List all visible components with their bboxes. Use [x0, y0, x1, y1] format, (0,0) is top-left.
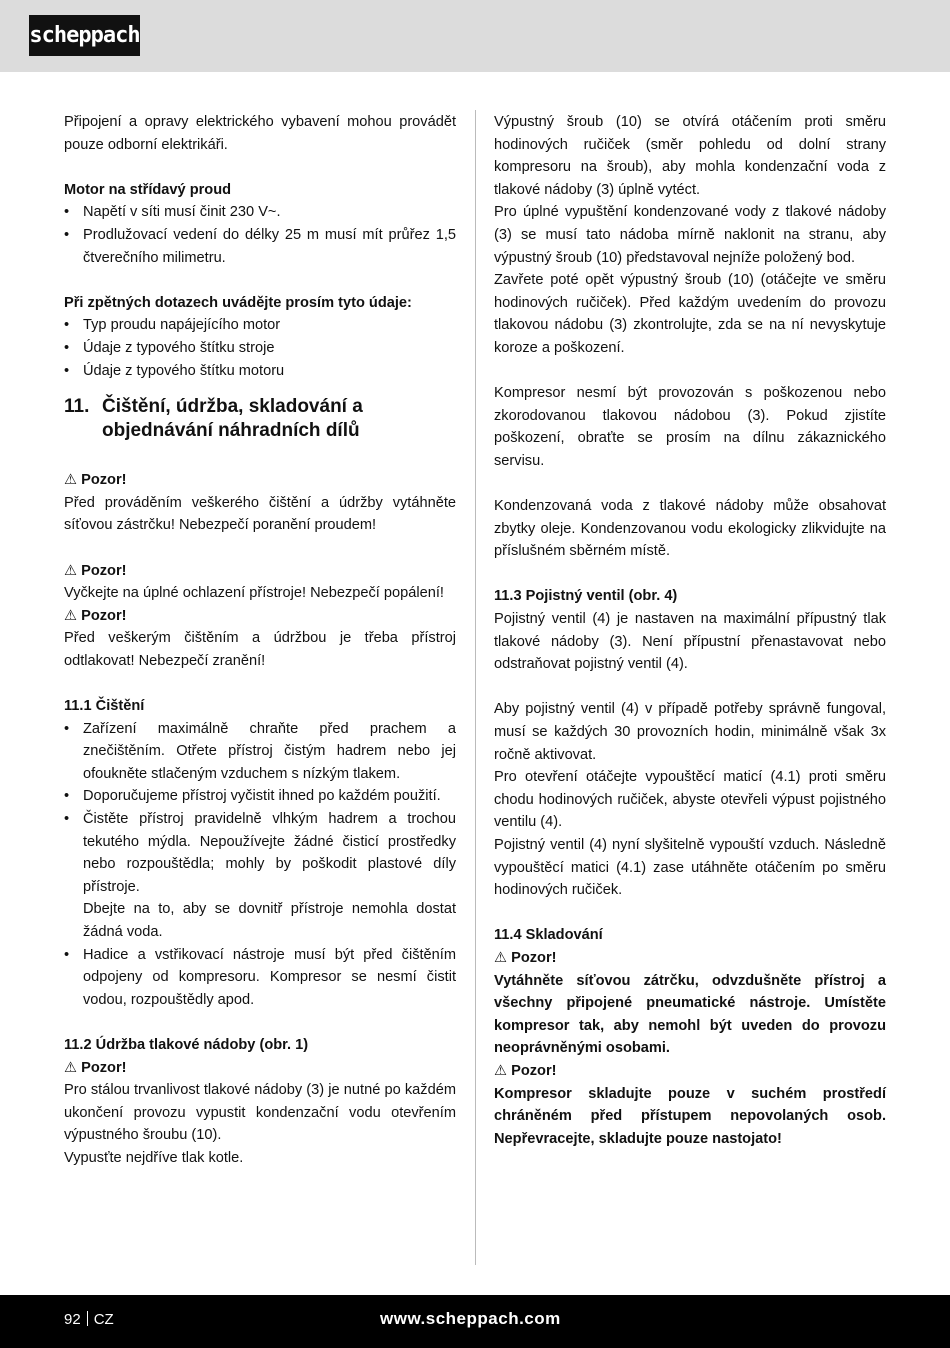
cleaning-list-cont	[64, 944, 456, 1012]
storage-warning-1-heading	[494, 947, 886, 970]
valve-paragraph-4: Pojistný ventil (4) nyní slyšitelně vypouští vzduch. Následně vypouštěcí matici (4.1) zase utáhněte otáčením po směru hodinových ručiček.	[494, 837, 886, 899]
warning-label: Pozor!	[511, 949, 557, 966]
drain-paragraph-3: Zavřete poté opět výpustný šroub (10) (otáčejte ve směru hodinových ručiček). Před každým uvedením do provozu tlakovou nádobu (3) zkontrolujte, zda se na ní nevyskytuje koroze a poškození.	[494, 272, 886, 356]
scheppach-logo: scheppach	[29, 15, 140, 56]
warning-triangle-icon: ⚠	[494, 949, 508, 966]
cleaning-note: Dbejte na to, aby se dovnitř přístroje nemohla dostat žádná voda.	[83, 901, 456, 940]
section-heading	[64, 395, 456, 443]
motor-heading: Motor na střídavý proud	[64, 181, 232, 198]
warning-label: Pozor!	[81, 562, 127, 579]
warning-triangle-icon: ⚠	[64, 562, 78, 579]
right-column	[494, 111, 886, 1150]
footer-separator	[87, 1311, 88, 1326]
list-item: • Čistěte přístroj pravidelně vlhkým hadrem a trochou tekutého mýdla. Nepoužívejte žádné čisticí prostředky nebo rozpouštědla; mohly by poškodit plastové díly přístroje.	[64, 808, 456, 898]
list-item: • Napětí v síti musí činit 230 V~.	[64, 201, 456, 224]
list-item: • Údaje z typového štítku stroje	[64, 337, 456, 360]
list-item: • Doporučujeme přístroj vyčistit ihned po každém použití.	[64, 785, 456, 808]
queries-list	[64, 314, 456, 382]
drain-paragraph-1: Výpustný šroub (10) se otvírá otáčením proti směru hodinových ručiček (směr pohledu od dolní strany kompresoru na šroub), aby mohla kondenzační voda z tlakové nádoby (3) úplně vytéct.	[494, 114, 886, 198]
warning-1-text: Před prováděním veškerého čištění a údržby vytáhněte síťovou zástrčku! Nebezpečí poranění proudem!	[64, 494, 456, 534]
warning-1-heading	[64, 469, 456, 492]
warning-3-heading	[64, 605, 456, 628]
warning-2-heading	[64, 560, 456, 583]
warning-label: Pozor!	[511, 1062, 557, 1079]
tank-heading: 11.2 Údržba tlakové nádoby (obr. 1)	[64, 1036, 309, 1053]
warning-2-text: Vyčkejte na úplné ochlazení přístroje! Nebezpečí popálení!	[64, 585, 444, 602]
website-link[interactable]: www.scheppach.com	[380, 1309, 561, 1328]
section-number: 11.	[64, 396, 90, 418]
warning-triangle-icon: ⚠	[64, 472, 78, 489]
cleaning-list	[64, 718, 456, 899]
warning-label: Pozor!	[81, 472, 127, 489]
page-number: 92	[64, 1311, 81, 1328]
valve-paragraph-3: Pro otevření otáčejte vypouštěcí maticí (4.1) proti směru chodu hodinových ručiček, abyste otevřeli výpust pojistného ventilu (4).	[494, 769, 886, 831]
intro-paragraph: Připojení a opravy elektrického vybavení mohou provádět pouze odborní elektrikáři.	[64, 114, 456, 153]
warning-triangle-icon: ⚠	[64, 607, 78, 624]
cleaning-heading: 11.1 Čištění	[64, 698, 145, 715]
storage-heading: 11.4 Skladování	[494, 927, 603, 944]
left-column	[64, 111, 456, 1170]
storage-warning-2-heading	[494, 1060, 886, 1083]
storage-warning-1-text: Vytáhněte síťovou zátrčku, odvzdušněte přístroj a všechny připojené pneumatické nástroje. Umístěte kompresor tak, aby nemohl být uveden do provozu neoprávněnými osobami.	[494, 972, 886, 1057]
condensate-paragraph: Kondenzovaná voda z tlakové nádoby může obsahovat zbytky oleje. Kondenzovanou vodu ekologicky zlikvidujte na příslušném sběrném místě.	[494, 498, 886, 560]
tank-warning-heading	[64, 1057, 456, 1080]
valve-heading: 11.3 Pojistný ventil (obr. 4)	[494, 588, 678, 605]
storage-warning-2-text: Kompresor skladujte pouze v suchém prostředí chráněném před přístupem nepovolaných osob. Nepřevracejte, skladujte pouze nastojato!	[494, 1085, 886, 1147]
list-item: • Typ proudu napájejícího motor	[64, 314, 456, 337]
warning-label: Pozor!	[81, 607, 127, 624]
page-footer	[0, 1295, 950, 1348]
warning-triangle-icon: ⚠	[494, 1062, 508, 1079]
column-divider	[475, 110, 476, 1265]
queries-heading: Při zpětných dotazech uvádějte prosím tyto údaje:	[64, 294, 412, 311]
page-header	[0, 0, 950, 72]
valve-paragraph-2: Aby pojistný ventil (4) v případě potřeby správně fungoval, musí se každých 30 provozních hodin, minimálně však 3x ročně aktivovat.	[494, 701, 886, 763]
language-code: CZ	[93, 1311, 114, 1328]
warning-3-text: Před veškerým čištěním a údržbou je třeba přístroj odtlakovat! Nebezpečí zranění!	[64, 630, 456, 669]
corrosion-paragraph: Kompresor nesmí být provozován s poškozenou nebo zkorodovanou tlakovou nádobou (3). Pokud zjistíte poškození, obraťte se prosím na dílnu zákaznického servisu.	[494, 385, 886, 469]
warning-triangle-icon: ⚠	[64, 1059, 78, 1076]
list-item: • Hadice a vstřikovací nástroje musí být před čištěním odpojeny od kompresoru. Kompresor se nesmí čistit vodou, rozpouštědly apod.	[64, 944, 456, 1012]
page-indicator	[64, 1311, 114, 1328]
section-title: Čištění, údržba, skladování a objednávání náhradních dílů	[102, 396, 363, 442]
list-item: • Údaje z typového štítku motoru	[64, 360, 456, 383]
list-item: • Prodlužovací vedení do délky 25 m musí mít průřez 1,5 čtverečního milimetru.	[64, 224, 456, 269]
tank-text: Pro stálou trvanlivost tlakové nádoby (3) je nutné po každém ukončení provozu vypustit kondenzační vodu otevřením výpustného šroubu (10).	[64, 1082, 456, 1144]
list-item: • Zařízení maximálně chraňte před prachem a znečištěním. Otřete přístroj čistým hadrem nebo jej ofoukněte stlačeným vzduchem s nízkým tlakem.	[64, 718, 456, 786]
tank-text-2: Vypusťte nejdříve tlak kotle.	[64, 1149, 244, 1166]
warning-label: Pozor!	[81, 1059, 127, 1076]
drain-paragraph-2: Pro úplné vypuštění kondenzované vody z tlakové nádoby (3) se musí tato nádoba mírně naklonit na stranu, aby výpustný šroub (10) představoval nejníže položený bod.	[494, 204, 886, 266]
motor-list	[64, 201, 456, 269]
valve-paragraph-1: Pojistný ventil (4) je nastaven na maximální přípustný tlak tlakové nádoby (3). Není přípustní přenastavovat nebo odstraňovat pojistný ventil (4).	[494, 611, 886, 673]
